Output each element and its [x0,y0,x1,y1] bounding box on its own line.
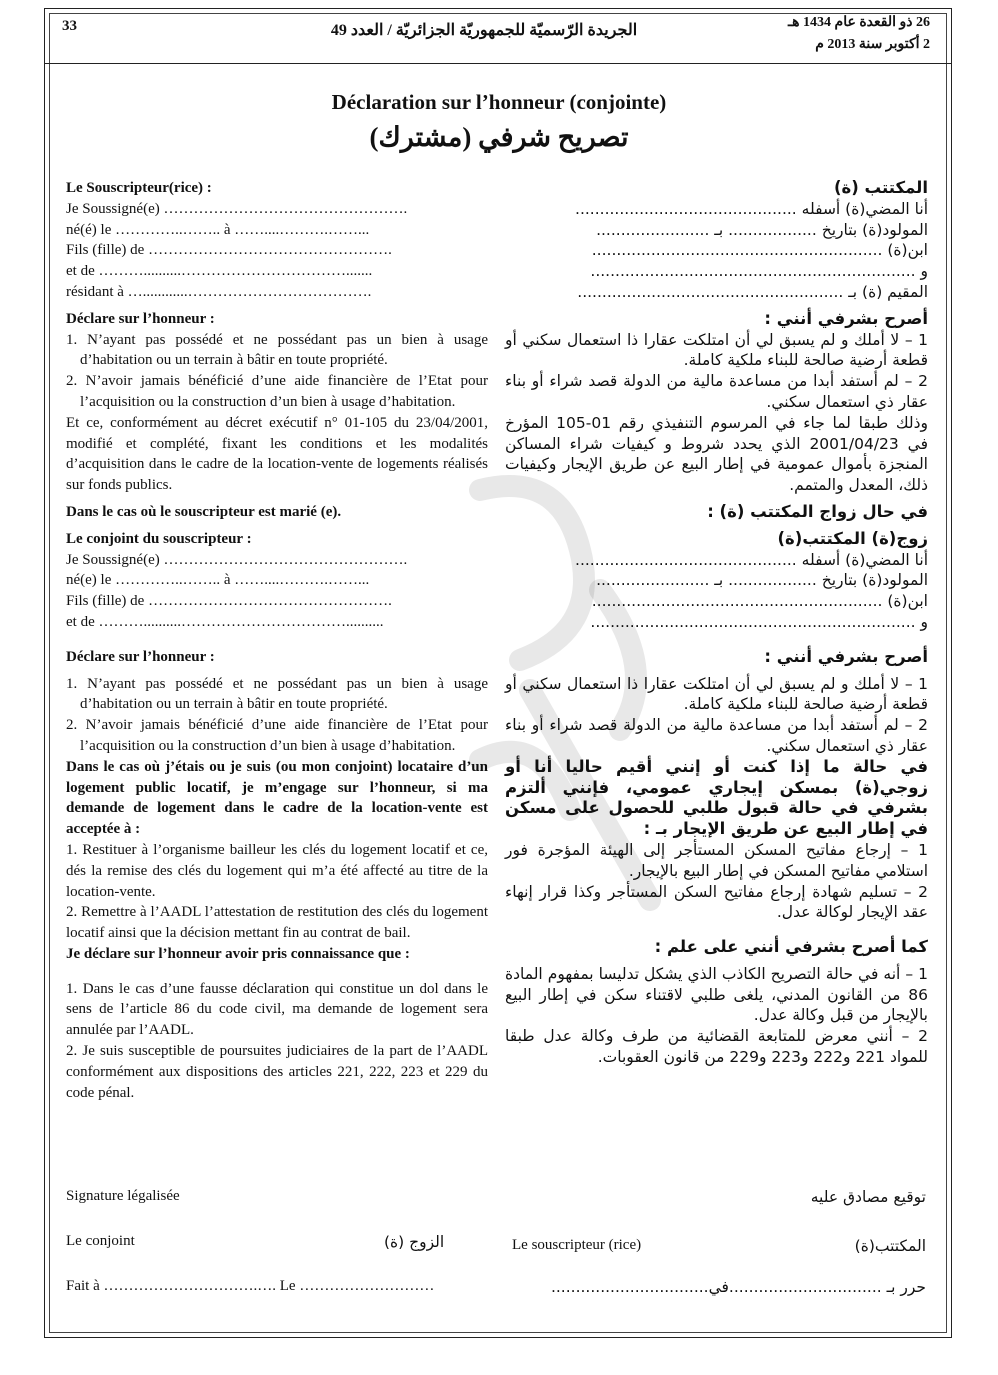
ar-aware-item: 2 – أنني معرض للمتابعة القضائية من طرف وكالة عدل طبقا للمواد 221 و222 و223 و229 من قانون العقوبات. [505,1027,928,1067]
ar-conj-line: المولود(ة) بتاريخ .................. بـ ....................... [596,571,928,590]
signature-legalized-fr: Signature légalisée [66,1188,180,1204]
ar-sub-line: و .................................................................. [590,262,928,281]
fr-declare-item: 2. N’avoir jamais bénéficié d’une aide financière de l’Etat pour l’acquisition ou la construction d’un bien à usage d’habitation. [66,717,488,754]
ar-conj-line: و .................................................................. [590,612,928,631]
fr-aware-item: 2. Je suis susceptible de poursuites judiciaires de la part de l’AADL conformément aux dispositions des articles 221, 222, 223 et 229 du code pénal. [66,1043,488,1101]
ar-declare-item: 1 – لا أملك و لم يسبق لي أن امتلكت عقارا ذا استعمال سكني أو قطعة أرضية صالحة للبناء ملكية كاملة. [505,674,928,714]
fr-tenant-text: Dans le cas où j’étais ou je suis (ou mon conjoint) locataire d’un logement public locatif, je m’engage sur l’honneur, si ma demande de logement dans le cadre de la location-vente est acceptée à : [66,758,488,838]
fr-decree-text: Et ce, conformément au décret exécutif n° 01-105 du 23/04/2001, modifié et complété, fixant les conditions et les modalités d’acquisition dans le cadre de la location-vente de logements réalisés sur fonds publics. [66,414,488,494]
fr-sub-line: et de ………..........……………………………....... [66,263,373,280]
fr-conj-line: Fils (fille) de …………………………………………. [66,593,392,610]
fr-conj-line: né(e) le …………..…….. à ……....……….……... [66,572,370,589]
ar-sub-line: المولود(ة) بتاريخ .................. بـ ....................... [596,220,928,239]
fr-tenant-item: 2. Remettre à l’AADL l’attestation de restitution des clés du logement locatif ainsi que la décision mettant fin au contrat de bail. [66,904,488,942]
ar-declare-heading: أصرح بشرفي أنني : [764,308,928,328]
fr-sub-line: résidant à …............………………………………. [66,283,372,300]
ar-sub-line: ابن(ة) ........................................................... [591,241,928,260]
fr-conj-line: et de ………..........…………………………….......... [66,613,384,630]
fr-conjoint-heading: Le conjoint du souscripteur : [66,530,252,547]
fr-sub-line: Je Soussigné(e) …………………………………………. [66,200,408,217]
ar-conj-line: أنا المضي(ة) أسفله ............................................. [575,550,928,569]
ar-tenant-item: 2 – تسليم شهادة إرجاع مفاتيح السكن المستأجر وكذا قرار إنهاء عقد الإيجار لوكالة عدل. [505,882,928,922]
fr-aware-heading: Je déclare sur l’honneur avoir pris connaissance que : [66,945,410,962]
fr-declare-item: 2. N’avoir jamais bénéficié d’une aide financière de l’Etat pour l’acquisition ou la construction d’un bien à usage d’habitation. [66,373,488,410]
fr-sub-line: Fils (fille) de …………………………………………. [66,242,392,259]
fr-subscriber-heading: Le Souscripteur(rice) : [66,180,212,196]
ar-tenant-item: 1 – إرجاع مفاتيح المسكن المستأجر إلى الهيئة المؤجرة فور استلامي مفاتيح المسكن في إطار البيع بالإيجار. [505,840,928,880]
ar-declare-item: 2 – لم أستفد أبدا من مساعدة مالية من الدولة قصد شراء أو بناء عقار ذي استعمال سكني. [505,372,928,411]
arabic-column [505,178,928,1068]
fr-declare-item: 1. N’ayant pas possédé et ne possédant pas un bien à usage d’habitation ou un terrain à bâtir en toute propriété. [66,675,488,713]
ar-sub-line: أنا المضي(ة) أسفله ............................................. [575,199,928,218]
ar-subscriber-heading: المكتتب (ة) [833,178,928,197]
ar-declare-heading-2: أصرح بشرفي أنني : [764,646,928,666]
signature-place-date-ar: حرر بـ ...............................في................................ [550,1278,926,1296]
fr-tenant-item: 1. Restituer à l’organisme bailleur les clés du logement locatif et ce, dés la remise des clés du logement qui m’a été affecté au titre de la location-vente. [66,841,488,900]
fr-sub-line: né(é) le …………..…….. à ……....……….……... [66,221,370,238]
ar-sub-line: المقيم (ة) بـ ...................................................... [577,282,928,301]
ar-conjoint-heading: زوج(ة) المكتتب(ة) [777,528,928,548]
signature-place-date-fr: Fait à ………………………….…. Le ……………………… [66,1278,435,1294]
signature-legalized-ar: توقيع مصادق عليه [810,1188,926,1206]
date-hijri: 26 ذو القعدة عام 1434 هـ [788,15,930,30]
fr-conj-line: Je Soussigné(e) …………………………………………. [66,551,408,568]
fr-married-note: Dans le cas où le souscripteur est marié (e). [66,503,342,520]
ar-aware-heading: كما أصرح بشرفي أنني على علم : [654,937,928,957]
signature-subscriber-fr: Le souscripteur (rice) [512,1237,642,1253]
ar-declare-item: 1 – لا أملك و لم يسبق لي أن امتلكت عقارا ذا استعمال سكني أو قطعة أرضية صالحة للبناء ملكية كاملة. [505,330,928,370]
ar-tenant-text: في حالة ما إذا كنت أو إنني أقيم حاليا أنا أو زوجي(ة) بمسكن إيجاري عمومي، فإنني ألتزم بشرفي في حالة قبول طلبي للحصول على مسكن في إطار البيع عن طريق الإيجار بـ : [505,756,928,839]
journal-title: الجريدة الرّسميّة للجمهوريّة الجزائريّة / العدد 49 [330,22,638,39]
header-dates [720,12,930,56]
signature-subscriber-ar: المكتتب(ة) [854,1237,926,1255]
ar-married-note: في حال زواج المكتتب (ة) : [707,501,928,521]
ar-decree-text: وذلك طبقا لما جاء في المرسوم التنفيذي رقم 01-105 المؤرخ في 2001/04/23 الذي يحدد شروط و كيفيات شراء المساكن المنجزة بأموال عمومية في إطار البيع عن طريق الإيجار وكيفيات ذلك، المعدل والمتمم. [505,413,928,495]
french-column [66,178,488,1103]
ar-declare-item: 2 – لم أستفد أبدا من مساعدة مالية من الدولة قصد شراء أو بناء عقار ذي استعمال سكني. [505,716,928,755]
title-french: Déclaration sur l’honneur (conjointe) [331,90,667,114]
fr-declare-heading: Déclare sur l’honneur : [66,310,215,327]
fr-declare-heading-2: Déclare sur l’honneur : [66,648,215,665]
page-header [44,8,952,64]
ar-aware-item: 1 – أنه في حالة التصريح الكاذب الذي يشكل تدليسا بمفهوم المادة 86 من القانون المدني، يلغى طلبي لاقتناء سكن في إطار البيع بالإيجار من قبل وكالة عدل. [505,964,928,1025]
title-arabic: تصريح شرفي (مشترك) [369,122,629,152]
fr-declare-item: 1. N’ayant pas possédé et ne possédant pas un bien à usage d’habitation ou un terrain à bâtir en toute propriété. [66,331,488,369]
page-number: 33 [62,18,77,34]
fr-aware-item: 1. Dans le cas d’une fausse déclaration qui constitue un dol dans le sens de l’article 86 du code civil, ma demande de logement sera annulée par l’AADL. [66,980,488,1039]
signature-conjoint-fr: Le conjoint [66,1233,135,1249]
ar-conj-line: ابن(ة) ........................................................... [591,592,928,611]
signature-conjoint-ar: الزوج (ة) [384,1233,445,1251]
date-gregorian: 2 أكتوبر سنة 2013 م [815,37,930,52]
